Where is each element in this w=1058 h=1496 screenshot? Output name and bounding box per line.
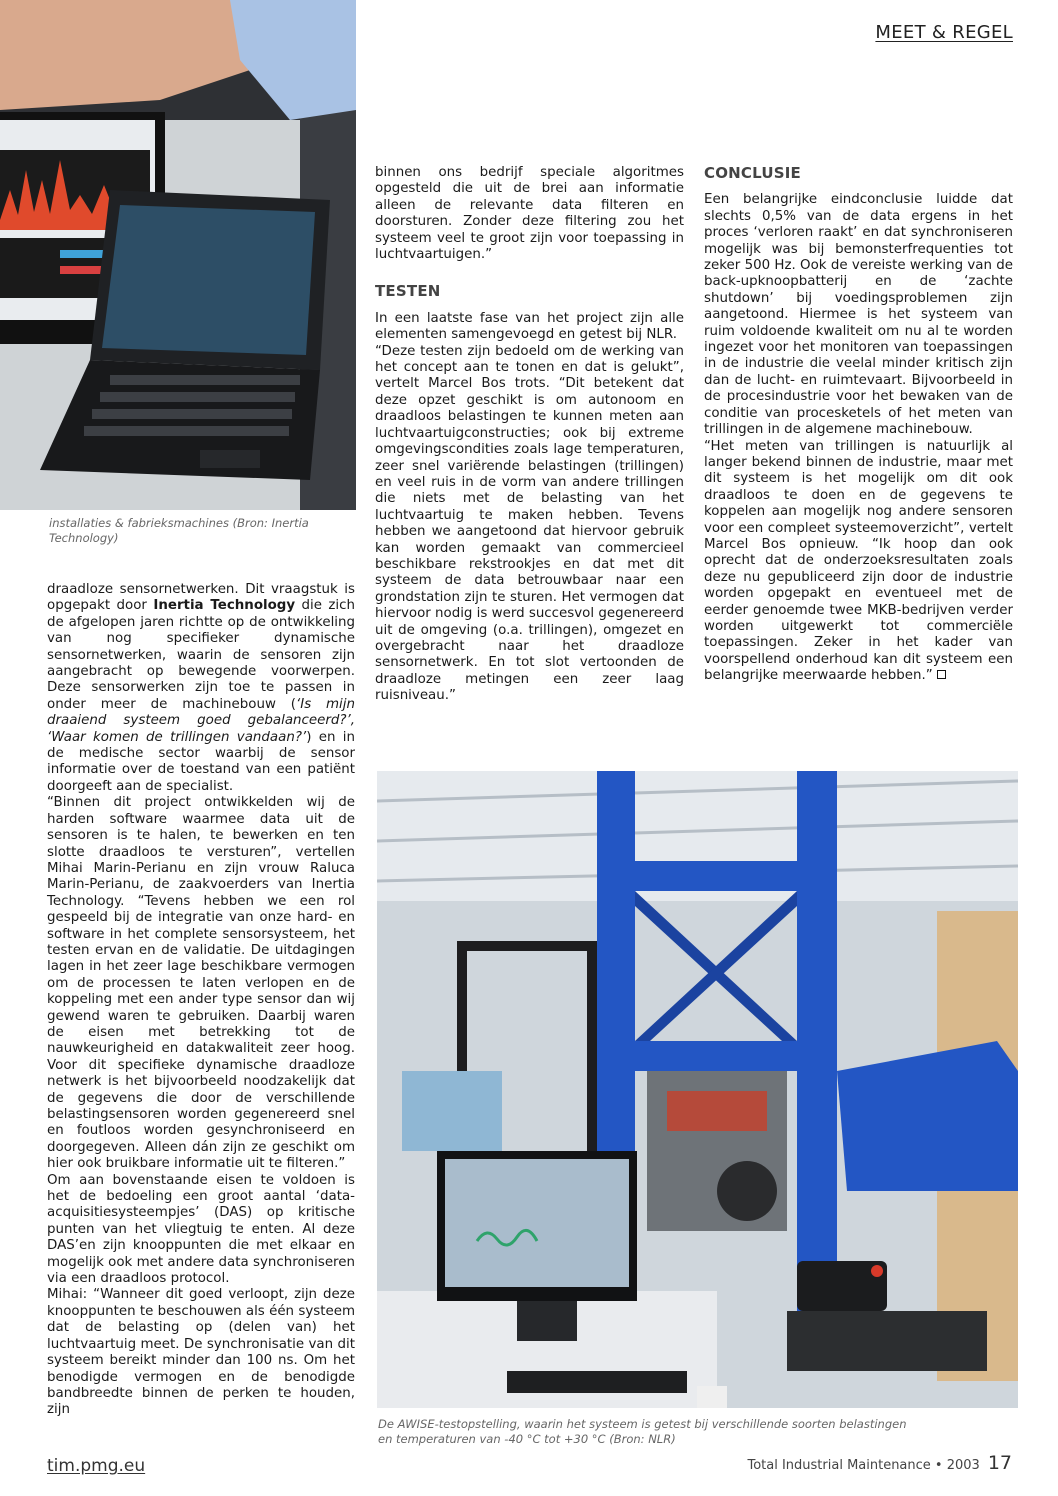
left-paragraph-1: draadloze sensornetwerken. Dit vraagstuk is opgepakt door Inertia Technology die zich de afgelopen jaren richtte op de ontwikkeling van nog specifieker dynamische sensornetwerken, waarin de sensoren zijn aangebracht op bewegende voorwerpen. Deze sensorwerken zijn toe te passen in onder meer de machinebouw (‘Is mijn draaiend systeem goed gebalanceerd?’, ‘Waar komen de trillingen vandaan?’) en in de medische sector waarbij de sensor informatie over de toestand van een patiënt doorgeeft aan de specialist. — [47, 582, 356, 794]
page-number: 17 — [987, 1452, 1012, 1474]
mid-paragraph-1: binnen ons bedrijf speciale algoritmes opgesteld die uit de brei aan informatie alleen de relevante data filteren en doorsturen. Zonder deze filtering zou het systeem veel te groot zijn voor toepassing in luchtvaartuigen.” — [375, 165, 684, 263]
column-right — [704, 165, 1013, 685]
column-middle — [375, 165, 684, 705]
top-photo-caption: installaties & fabrieksmachines (Bron: Inertia Technology) — [49, 516, 309, 545]
heading-conclusie: CONCLUSIE — [704, 164, 801, 182]
heading-testen: TESTEN — [375, 282, 441, 301]
right-paragraph-1: Een belangrijke eindconclusie luidde dat slechts 0,5% van de data ergens in het proces ‘verloren raakt’ en dat synchroniseren mogelijk was bij bemonsterfrequenties tot zeker 500 Hz. Ook de vereiste werking van de back-upknoopbatterij en de ‘zachte shutdown’ bij voedingsproblemen zijn aangetoond. Hiermee is het systeem van ruim voldoende kwaliteit om nu al te worden ingezet voor het monitoren van toepassingen in de industrie die veelal minder kritisch zijn dan de lucht- en ruimtevaart. Bijvoorbeeld in de procesindustrie voor het bewaken van de conditie van procesketels of het meten van trillingen in de algemene machinebouw. — [704, 192, 1013, 438]
left-paragraph-2: “Binnen dit project ontwikkelden wij de harden software waarmee data uit de sensoren is te halen, te bewerken en ten slotte draadloos te versturen”, vertellen Mihai Marin-Perianu en zijn vrouw Raluca Marin-Perianu, de zaakvoerders van Inertia Technology. “Tevens hebben we een rol gespeeld bij de integratie van onze hard- en software in het complete sensorsysteem, het testen ervan en de validatie. De uitdagingen lagen in het zeer lage beschikbare vermogen om de processen te laten verlopen en de koppeling met een ander type sensor dan wij gewend waren te gebruiken. Daarbij waren de eisen met betrekking tot de nauwkeurigheid en datakwaliteit zeer hoog. Voor dit specifieke dynamische draadloze netwerk is het bijvoorbeeld noodzakelijk dat de gegevens die door de verschillende belastingsensoren worden gegenereerd snel en foutloos worden gesynchroniseerd en doorgegeven. Alleen dán zijn ze geschikt om hier ook bruikbare informatie uit te filteren.” — [47, 795, 355, 1172]
left-paragraph-3: Om aan bovenstaande eisen te voldoen is het de bedoeling een groot aantal ‘data-acquisitiesysteempjes’ (DAS) op kritische punten van het vliegtuig te enten. Al deze DAS’en zijn knooppunten die met elkaar en mogelijk ook met andere data synchroniseren via een draadloos protocol. — [47, 1172, 355, 1287]
footer-magazine-info — [747, 1452, 1012, 1474]
bottom-photo — [377, 771, 1018, 1408]
quoted-questions: ‘Is mijn draaiend systeem goed gebalanceerd?’, ‘Waar komen de trillingen vandaan?’ — [47, 696, 355, 745]
end-of-article-square-icon — [937, 670, 946, 679]
column-left — [47, 582, 355, 1419]
top-photo — [0, 0, 356, 510]
bottom-photo-caption: De AWISE-testopstelling, waarin het systeem is getest bij verschillende soorten belastingen en temperaturen van -40 °C tot +30 °C (Bron: NLR) — [378, 1417, 907, 1446]
mid-paragraph-2: In een laatste fase van het project zijn alle elementen samengevoegd en getest bij NLR. — [375, 310, 684, 343]
magazine-title: Total Industrial Maintenance • 2003 — [747, 1458, 980, 1473]
website-link[interactable]: tim.pmg.eu — [47, 1456, 146, 1476]
left-paragraph-4: Mihai: “Wanneer dit goed verloopt, zijn deze knooppunten te beschouwen als één systeem dat de belasting op (delen van) het luchtvaartuig meet. De synchronisatie van dit systeem bereikt minder dan 100 ns. Om het benodigde vermogen en de benodigde bandbreedte binnen de perken te houden, zijn — [47, 1287, 355, 1418]
mid-paragraph-3: “Deze testen zijn bedoeld om de werking van het concept aan te tonen en dat is gelukt”, vertelt Marcel Bos trots. “Dit betekent dat deze opzet geschikt is om autonoom en draadloos belastingen te kunnen meten aan luchtvaartuigconstructies; ook bij extreme omgevingscondities zoals lage temperaturen, zeer snel variërende belastingen (trillingen) en veel ruis in de vorm van andere trillingen die niets met de belasting van het luchtvaartuig te maken hebben. Tevens hebben we aangetoond dat hiervoor gebruik kan worden gemaakt van commercieel beschikbare rekstrookjes en dat met dit systeem de data betrouwbaar naar een grondstation zijn te sturen. Het vermogen dat hiervoor nodig is werd succesvol gegenereerd uit de omgeving (o.a. trillingen), omgezet en overgebracht naar het draadloze sensornetwerk. En tot slot vertoonden de draadloze metingen een zeer laag ruisniveau.” — [375, 343, 685, 704]
right-paragraph-2: “Het meten van trillingen is natuurlijk al langer bekend binnen de industrie, maar met dit systeem is het mogelijk om dit ook draadloos te doen en de gegevens te koppelen aan mogelijk nog andere sensoren voor een compleet systeemoverzicht”, vertelt Marcel Bos opnieuw. “Ik hoop dan ook oprecht dat de onderzoeksresultaten zoals deze nu gepubliceerd zijn door de industrie worden opgepakt en eventueel met de eerder genoemde twee MKB-bedrijven verder worden uitgewerkt tot commerciële toepassingen. Zeker in het kader van voorspellend onderhoud kan dit systeem een belangrijke meerwaarde hebben.” — [704, 438, 1013, 684]
section-label: MEET & REGEL — [875, 22, 1013, 43]
company-name: Inertia Technology — [153, 598, 296, 614]
